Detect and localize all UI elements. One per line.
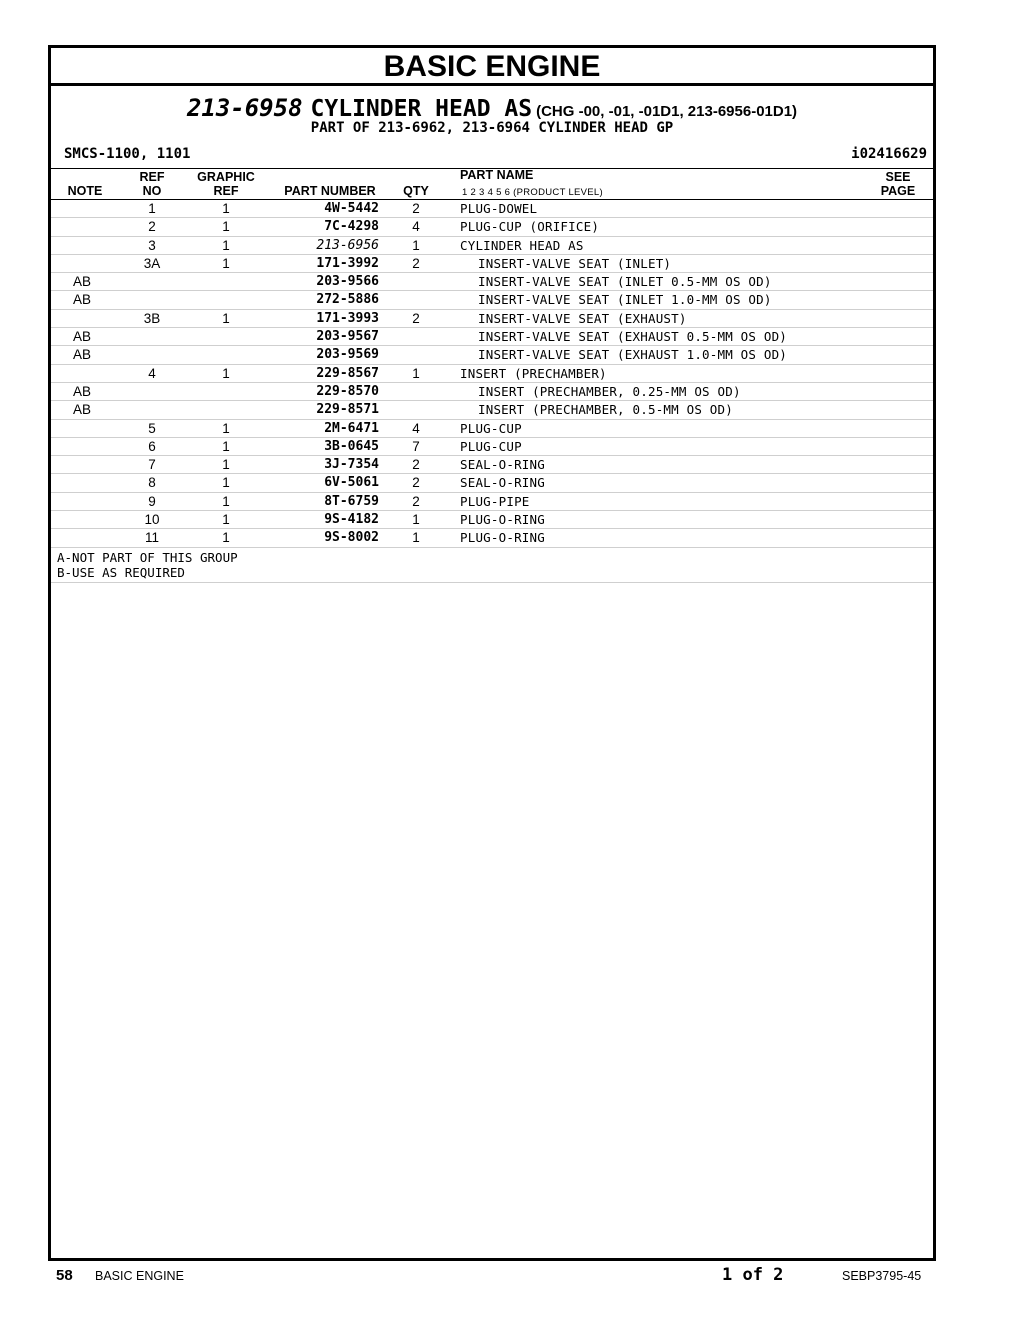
row-ref-no: 7	[148, 457, 156, 473]
row-part-name: PLUG-PIPE	[460, 493, 530, 509]
col-part-number: PART NUMBER	[284, 184, 376, 198]
row-part-name: SEAL-O-RING	[460, 457, 545, 473]
row-part-name: INSERT-VALVE SEAT (EXHAUST 0.5-MM OS OD)	[478, 329, 788, 345]
table-row	[51, 328, 933, 346]
row-qty: 4	[412, 420, 420, 436]
part-of-line: PART OF 213-6962, 213-6964 CYLINDER HEAD GP	[310, 120, 674, 136]
row-part-number[interactable]: 229-8570	[316, 383, 379, 399]
group-title	[51, 94, 933, 122]
row-part-number[interactable]: 171-3993	[316, 310, 379, 326]
note-b: B-USE AS REQUIRED	[57, 564, 185, 580]
smcs-row	[51, 144, 933, 168]
row-part-number[interactable]: 9S-4182	[324, 512, 379, 528]
row-part-number[interactable]: 3B-0645	[324, 438, 379, 454]
row-graphic-ref: 1	[222, 493, 230, 509]
row-part-number[interactable]: 6V-5061	[324, 475, 379, 491]
row-part-name: SEAL-O-RING	[460, 475, 545, 491]
parts-list	[51, 200, 933, 548]
col-ref-bottom: NO	[142, 184, 162, 198]
doc-number: SEBP3795-45	[842, 1269, 922, 1283]
row-ref-no: 11	[144, 530, 159, 546]
row-ref-no: 9	[148, 493, 156, 509]
row-ref-no: 3	[148, 237, 156, 253]
row-ref-no: 4	[148, 365, 156, 381]
table-row	[51, 218, 933, 236]
row-qty: 1	[412, 365, 420, 381]
group-part-number[interactable]: 213-6958	[186, 94, 303, 122]
table-row	[51, 346, 933, 364]
row-qty: 7	[412, 438, 420, 454]
col-note: NOTE	[67, 184, 103, 198]
note-a: A-NOT PART OF THIS GROUP	[57, 549, 238, 565]
table-row	[51, 291, 933, 309]
row-part-name: INSERT-VALVE SEAT (EXHAUST)	[478, 310, 687, 326]
page-frame	[48, 45, 936, 1261]
row-ref-no: 3A	[143, 255, 161, 271]
row-graphic-ref: 1	[222, 438, 230, 454]
row-ref-no: 6	[148, 438, 156, 454]
table-row	[51, 200, 933, 218]
row-ref-no: 8	[148, 475, 156, 491]
row-qty: 1	[412, 237, 420, 253]
row-qty: 1	[412, 512, 420, 528]
table-row	[51, 310, 933, 328]
row-note: AB	[73, 402, 92, 418]
row-part-name: INSERT-VALVE SEAT (EXHAUST 1.0-MM OS OD)	[478, 347, 788, 363]
row-graphic-ref: 1	[222, 237, 230, 253]
row-qty: 2	[412, 310, 420, 326]
row-part-number[interactable]: 272-5886	[316, 292, 379, 308]
row-part-name: INSERT (PRECHAMBER, 0.5-MM OS OD)	[478, 402, 733, 418]
footer-section: BASIC ENGINE	[95, 1269, 184, 1283]
row-part-number[interactable]: 4W-5442	[324, 201, 379, 216]
row-qty: 4	[412, 219, 420, 235]
table-row	[51, 456, 933, 474]
notes-block	[51, 548, 933, 583]
row-ref-no: 10	[144, 512, 160, 528]
row-graphic-ref: 1	[222, 530, 230, 546]
row-part-name: CYLINDER HEAD AS	[460, 237, 584, 253]
row-qty: 2	[412, 493, 420, 509]
row-part-number[interactable]: 203-9566	[316, 274, 379, 290]
row-graphic-ref: 1	[222, 475, 230, 491]
row-graphic-ref: 1	[222, 512, 230, 528]
row-part-name: PLUG-O-RING	[460, 530, 545, 546]
row-note: AB	[73, 347, 92, 363]
row-part-name: INSERT-VALVE SEAT (INLET 1.0-MM OS OD)	[478, 292, 772, 308]
col-graphic-bottom: REF	[213, 184, 239, 198]
row-graphic-ref: 1	[222, 365, 230, 381]
row-part-number[interactable]: 171-3992	[316, 255, 379, 271]
row-part-number[interactable]: 203-9567	[316, 329, 379, 345]
table-row	[51, 365, 933, 383]
col-part-name: PART NAME	[460, 168, 534, 182]
col-see-top: SEE	[885, 170, 911, 184]
change-level: (CHG -00, -01, -01D1, 213-6956-01D1)	[536, 103, 798, 120]
table-row	[51, 237, 933, 255]
row-part-name: PLUG-DOWEL	[460, 201, 538, 216]
table-row	[51, 474, 933, 492]
page-number: 58	[56, 1267, 73, 1284]
row-graphic-ref: 1	[222, 255, 230, 271]
table-row	[51, 401, 933, 419]
row-part-number[interactable]: 8T-6759	[324, 493, 379, 509]
group-part-name: CYLINDER HEAD AS	[310, 96, 533, 122]
table-row	[51, 255, 933, 273]
row-part-name: INSERT-VALVE SEAT (INLET)	[478, 255, 672, 271]
col-ref-top: REF	[139, 170, 165, 184]
row-ref-no: 2	[148, 219, 156, 235]
row-part-number[interactable]: 9S-8002	[324, 530, 379, 546]
smcs-code: SMCS-1100, 1101	[64, 146, 191, 162]
row-qty: 2	[412, 475, 420, 491]
row-note: AB	[73, 274, 92, 290]
row-part-number[interactable]: 7C-4298	[324, 219, 379, 235]
table-row	[51, 438, 933, 456]
row-graphic-ref: 1	[222, 457, 230, 473]
table-row	[51, 273, 933, 291]
column-headers	[51, 169, 933, 200]
table-row	[51, 383, 933, 401]
row-part-number[interactable]: 203-9569	[316, 347, 379, 363]
page-footer	[0, 1265, 1020, 1287]
row-note: AB	[73, 329, 92, 345]
row-part-number[interactable]: 213-6956	[316, 237, 379, 253]
row-graphic-ref: 1	[222, 219, 230, 235]
row-qty: 2	[412, 255, 420, 271]
row-qty: 1	[412, 530, 420, 546]
table-row	[51, 493, 933, 511]
row-ref-no: 3B	[143, 310, 161, 326]
row-graphic-ref: 1	[222, 201, 230, 216]
col-see-bottom: PAGE	[880, 184, 916, 198]
row-part-number[interactable]: 3J-7354	[324, 457, 379, 473]
table-row	[51, 511, 933, 529]
row-part-name: PLUG-CUP	[460, 420, 522, 436]
row-note: AB	[73, 292, 92, 308]
row-part-name: INSERT (PRECHAMBER)	[460, 365, 607, 381]
col-qty: QTY	[403, 184, 429, 198]
illustration-id: i02416629	[851, 146, 927, 162]
row-note: AB	[73, 383, 92, 399]
col-product-level: 1 2 3 4 5 6 (PRODUCT LEVEL)	[462, 187, 603, 198]
row-part-name: PLUG-O-RING	[460, 512, 545, 528]
row-ref-no: 1	[148, 201, 156, 216]
row-part-number[interactable]: 2M-6471	[324, 420, 379, 436]
row-part-name: PLUG-CUP (ORIFICE)	[460, 219, 600, 235]
row-graphic-ref: 1	[222, 420, 230, 436]
row-qty: 2	[412, 201, 420, 216]
row-part-number[interactable]: 229-8571	[316, 402, 379, 418]
table-row	[51, 529, 933, 547]
page-of: 1 of 2	[722, 1265, 784, 1285]
row-part-name: PLUG-CUP	[460, 438, 522, 454]
row-part-number[interactable]: 229-8567	[316, 365, 379, 381]
row-ref-no: 5	[148, 420, 156, 436]
col-graphic-top: GRAPHIC	[197, 170, 255, 184]
section-title: BASIC ENGINE	[51, 48, 933, 86]
row-part-name: INSERT (PRECHAMBER, 0.25-MM OS OD)	[478, 383, 741, 399]
table-row	[51, 420, 933, 438]
row-qty: 2	[412, 457, 420, 473]
row-part-name: INSERT-VALVE SEAT (INLET 0.5-MM OS OD)	[478, 274, 772, 290]
row-graphic-ref: 1	[222, 310, 230, 326]
